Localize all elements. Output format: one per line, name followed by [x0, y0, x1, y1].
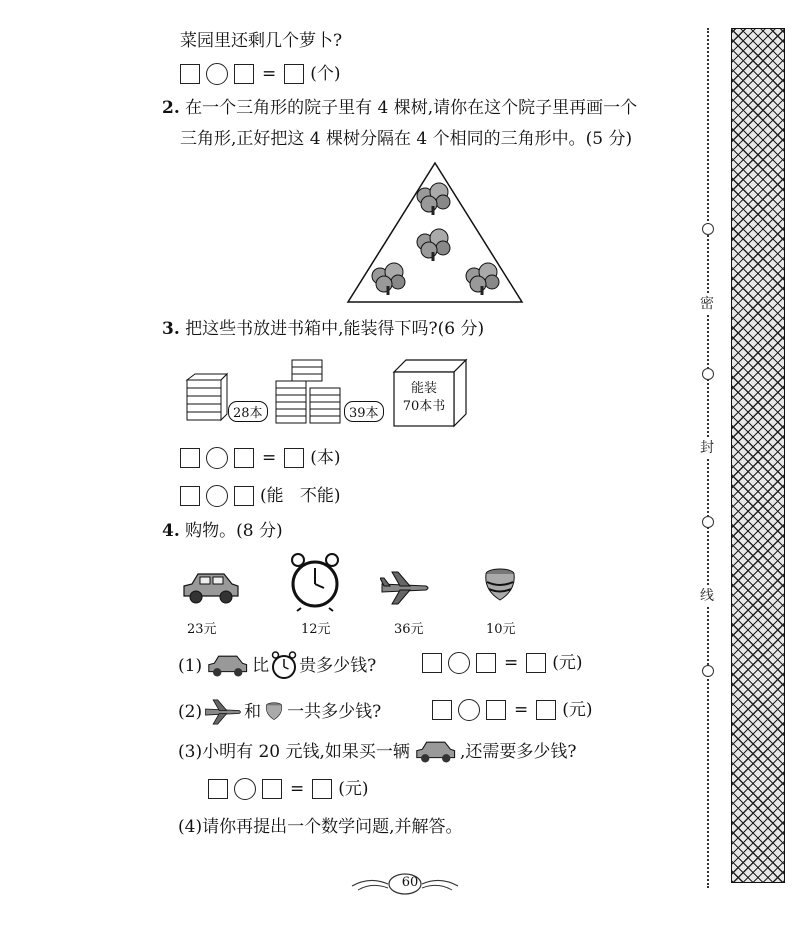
answer-box[interactable]: [180, 486, 200, 506]
unit-label: (个): [310, 64, 341, 84]
answer-box[interactable]: [284, 64, 304, 84]
binding-hole-icon: [702, 223, 714, 235]
unit-label: (元): [562, 700, 593, 720]
book-count-label: 28本: [228, 401, 268, 422]
question-4: [162, 520, 283, 542]
sub-number: (2): [178, 702, 203, 722]
operator-circle[interactable]: [206, 485, 228, 507]
operator-circle[interactable]: [206, 447, 228, 469]
bowl-icon: [263, 700, 285, 724]
answer-box[interactable]: [432, 700, 452, 720]
answer-row-fit: [180, 485, 340, 507]
sub-question-3: [178, 738, 576, 766]
seal-label: 密: [700, 293, 714, 313]
sub-text: 一共多少钱?: [287, 702, 382, 722]
book-count-label: 39本: [344, 401, 384, 422]
alarm-clock-icon: [271, 651, 297, 681]
alarm-clock-icon: [289, 552, 341, 612]
binding-hole-icon: [702, 368, 714, 380]
operator-circle[interactable]: [458, 699, 480, 721]
car-icon: [204, 652, 250, 680]
seal-label: 封: [700, 437, 714, 457]
tree-icon: [372, 263, 405, 295]
answer-row-sub3: = (元): [208, 778, 369, 800]
choice-label: (能 不能): [260, 486, 341, 506]
answer-box[interactable]: [234, 448, 254, 468]
question-2-line2: 三角形,正好把这 4 棵树分隔在 4 个相同的三角形中。(5 分): [180, 129, 633, 149]
page-number: 60: [401, 875, 419, 890]
binding-hole-icon: [702, 665, 714, 677]
answer-box[interactable]: [180, 448, 200, 468]
unit-label: (元): [552, 653, 583, 673]
tree-icon: [466, 263, 499, 295]
answer-box[interactable]: [422, 653, 442, 673]
book-box-label: [394, 380, 454, 416]
book-stack-large: [272, 358, 352, 430]
airplane-icon: [380, 570, 430, 606]
operator-circle[interactable]: [206, 63, 228, 85]
operator-circle[interactable]: [234, 778, 256, 800]
answer-row-radish: = (个): [180, 63, 341, 85]
answer-box[interactable]: [180, 64, 200, 84]
question-text: 购物。(8 分): [185, 521, 283, 541]
box-label-line: 70本书: [402, 399, 446, 414]
answer-box[interactable]: [486, 700, 506, 720]
tree-icon: [417, 183, 450, 215]
unit-label: (元): [338, 779, 369, 799]
triangle-yard-figure: [345, 160, 525, 305]
answer-box[interactable]: [476, 653, 496, 673]
price-label-plane: 36元: [394, 622, 424, 637]
sub-text: 贵多少钱?: [299, 656, 377, 676]
question-number: 4.: [162, 521, 180, 541]
unit-label: (本): [310, 448, 341, 468]
question-text: 在一个三角形的院子里有 4 棵树,请你在这个院子里再画一个: [185, 98, 638, 118]
answer-box[interactable]: [234, 486, 254, 506]
answer-row-books: = (本): [180, 447, 341, 469]
seal-dotted-line: [707, 28, 709, 888]
box-label-line: 能装: [410, 381, 437, 396]
airplane-icon: [204, 698, 242, 726]
answer-box[interactable]: [312, 779, 332, 799]
question-3: [162, 318, 484, 340]
price-label-clock: 12元: [301, 622, 331, 637]
car-icon: [180, 568, 240, 608]
operator-circle[interactable]: [448, 652, 470, 674]
sub-text: (3)小明有 20 元钱,如果买一辆: [178, 742, 410, 762]
answer-row-sub2: = (元): [432, 699, 593, 721]
question-number: 3.: [162, 319, 180, 339]
question-2-line1: [162, 97, 637, 119]
price-label-car: 23元: [187, 622, 217, 637]
sub-question-4: (4)请你再提出一个数学问题,并解答。: [178, 817, 463, 837]
price-label-bowl: 10元: [486, 622, 516, 637]
question-number: 2.: [162, 98, 180, 118]
answer-row-sub1: = (元): [422, 652, 583, 674]
sub-question-2: [178, 698, 381, 726]
sub-text: 和: [244, 702, 262, 722]
sub-text: 比: [252, 656, 270, 676]
answer-box[interactable]: [526, 653, 546, 673]
question-text: 把这些书放进书箱中,能装得下吗?(6 分): [185, 319, 485, 339]
answer-box[interactable]: [234, 64, 254, 84]
sub-number: (1): [178, 656, 203, 676]
sub-text: ,还需要多少钱?: [459, 742, 577, 762]
bowl-icon: [480, 566, 520, 606]
answer-box[interactable]: [284, 448, 304, 468]
tree-icon: [417, 229, 450, 261]
seal-label: 线: [700, 585, 714, 605]
sub-question-1: [178, 651, 376, 681]
intro-line: 菜园里还剩几个萝卜?: [180, 31, 343, 51]
answer-box[interactable]: [262, 779, 282, 799]
binding-hole-icon: [702, 516, 714, 528]
decorative-border-strip: [731, 28, 785, 883]
answer-box[interactable]: [536, 700, 556, 720]
car-icon: [412, 738, 458, 766]
answer-box[interactable]: [208, 779, 228, 799]
